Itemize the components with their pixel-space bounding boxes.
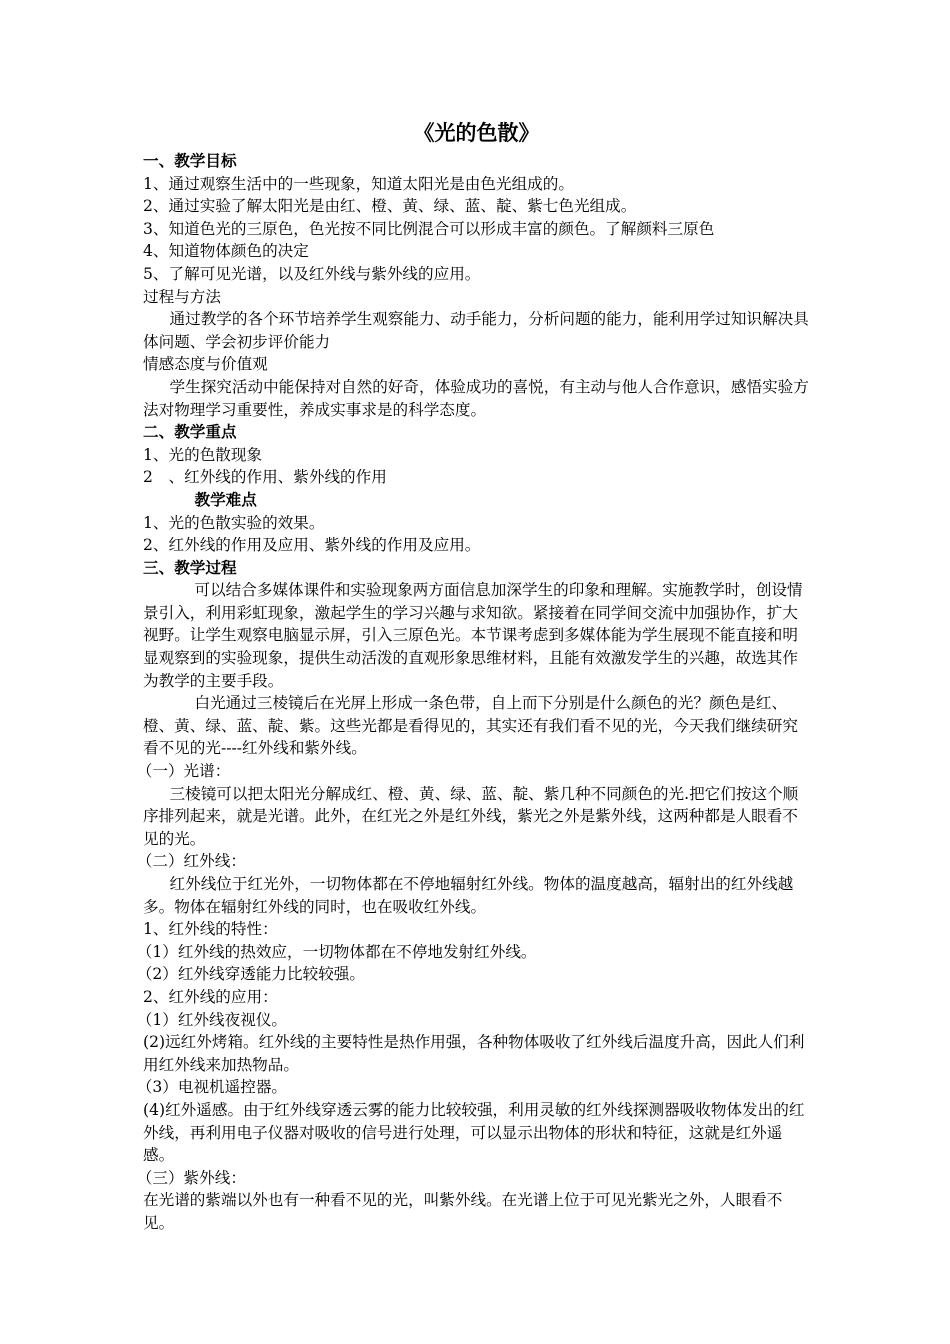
paragraph: 过程与方法 — [143, 287, 221, 306]
paragraph: 白光通过三棱镜后在光屏上形成一条色带，自上而下分别是什么颜色的光？颜色是红、橙、黄、绿、蓝、靛、紫。这些光都是看得见的，其实还有我们看不见的光，今天我们继续研究看不见的光----红外线和紫外线。 — [143, 694, 798, 758]
section-heading: 三、教学过程 — [143, 557, 237, 577]
paragraph: （二）红外线： — [136, 852, 246, 871]
paragraph: （3）电视机遥控器。 — [136, 1078, 288, 1097]
document-body — [136, 150, 810, 1235]
paragraph: 可以结合多媒体课件和实验现象两方面信息加深学生的印象和理解。实施教学时，创设情景引入，利用彩虹现象，激起学生的学习兴趣与求知欲。紧接着在同学间交流中加强协作，扩大视野。让学生观察电脑显示屏，引入三原色光。本节课考虑到多媒体能为学生展现不能直接和明显观察到的实验现象，提供生动活泼的直观形象思维材料，且能有效激发学生的兴趣，故选其作为教学的主要手段。 — [143, 581, 803, 690]
paragraph: 1、光的色散现象 — [143, 445, 263, 464]
paragraph: （三）紫外线： — [136, 1168, 246, 1187]
paragraph: 1、红外线的特性： — [143, 920, 278, 939]
paragraph: 2、红外线的应用： — [143, 987, 278, 1006]
paragraph: 通过教学的各个环节培养学生观察能力、动手能力，分析问题的能力，能利用学过知识解决具体问题、学会初步评价能力 — [143, 310, 809, 351]
paragraph: 3、知道色光的三原色，色光按不同比例混合可以形成丰富的颜色。了解颜料三原色 — [143, 219, 715, 238]
paragraph: 红外线位于红光外，一切物体都在不停地辐射红外线。物体的温度越高，辐射出的红外线越多。物体在辐射红外线的同时，也在吸收红外线。 — [143, 875, 794, 916]
paragraph: 2、通过实验了解太阳光是由红、橙、黄、绿、蓝、靛、紫七色光组成。 — [143, 197, 637, 216]
paragraph: 1、光的色散实验的效果。 — [143, 513, 325, 532]
document-title: 《光的色散》 — [413, 120, 540, 145]
paragraph: 学生探究活动中能保持对自然的好奇，体验成功的喜悦，有主动与他人合作意识，感悟实验方法对物理学习重要性，养成实事求是的科学态度。 — [143, 377, 809, 419]
paragraph: 1、通过观察生活中的一些现象，知道太阳光是由色光组成的。 — [143, 174, 574, 193]
paragraph: 4、知道物体颜色的决定 — [143, 242, 309, 261]
paragraph: （一）光谱： — [136, 762, 231, 781]
section-heading: 教学难点 — [194, 489, 257, 509]
section-heading: 一、教学目标 — [143, 151, 237, 170]
paragraph: (4)红外遥感。由于红外线穿透云雾的能力比较较强，利用灵敏的红外线探测器吸收物体发出的红外线，再利用电子仪器对吸收的信号进行处理，可以显示出物体的形状和特征，这就是红外遥感。 — [143, 1100, 805, 1165]
paragraph: 情感态度与价值观 — [143, 355, 268, 374]
paragraph: （2）红外线穿透能力比较较强。 — [136, 965, 365, 984]
paragraph: 5、了解可见光谱，以及红外线与紫外线的应用。 — [143, 264, 481, 283]
paragraph: 三棱镜可以把太阳光分解成红、橙、黄、绿、蓝、靛、紫几种不同颜色的光.把它们按这个顺序排列起来，就是光谱。此外，在红光之外是红外线，紫光之外是紫外线，这两种都是人眼看不见的光。 — [143, 784, 799, 848]
paragraph: 2、红外线的作用及应用、紫外线的作用及应用。 — [143, 536, 481, 555]
paragraph: (2)远红外烤箱。红外线的主要特性是热作用强，各种物体吸收了红外线后温度升高，因此人们利用红外线来加热物品。 — [143, 1033, 805, 1074]
paragraph: 2 、红外线的作用、紫外线的作用 — [143, 468, 387, 487]
section-heading: 二、教学重点 — [143, 422, 237, 442]
paragraph: （1）红外线的热效应，一切物体都在不停地发射红外线。 — [136, 942, 537, 961]
paragraph: 在光谱的紫端以外也有一种看不见的光，叫紫外线。在光谱上位于可见光紫光之外，人眼看不见。 — [143, 1191, 783, 1232]
paragraph: （1）红外线夜视仪。 — [136, 1010, 288, 1029]
